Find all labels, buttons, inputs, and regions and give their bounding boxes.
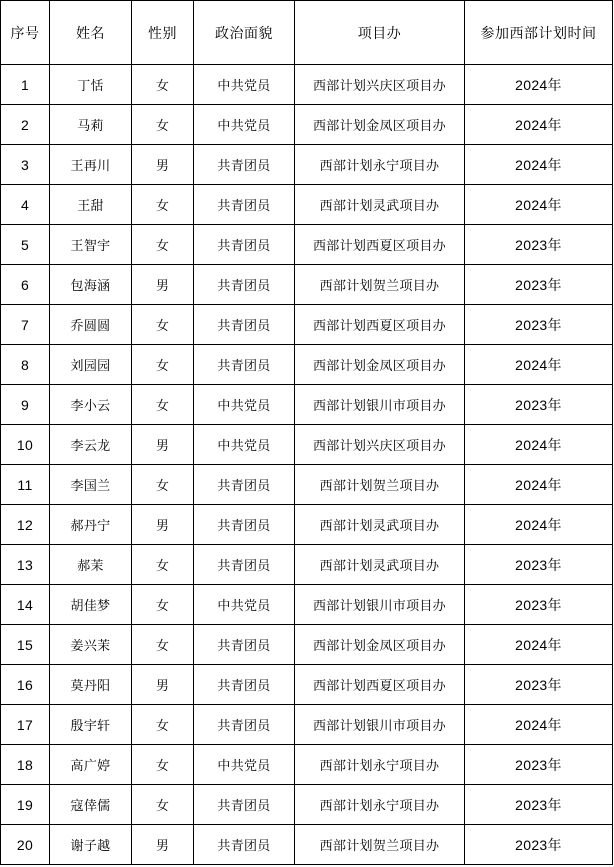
cell-serial-number: 12 [1,505,50,545]
cell-political-status: 共青团员 [194,185,295,225]
cell-join-year: 2023年 [465,305,613,345]
cell-gender: 女 [132,545,194,585]
cell-name: 乔圆圆 [50,305,132,345]
cell-project-office: 西部计划灵武项目办 [295,185,465,225]
cell-name: 郝丹宁 [50,505,132,545]
cell-serial-number: 9 [1,385,50,425]
cell-project-office: 西部计划金凤区项目办 [295,345,465,385]
cell-political-status: 共青团员 [194,785,295,825]
cell-name: 李云龙 [50,425,132,465]
cell-join-year: 2024年 [465,705,613,745]
cell-political-status: 中共党员 [194,745,295,785]
cell-gender: 男 [132,425,194,465]
cell-gender: 女 [132,385,194,425]
cell-serial-number: 4 [1,185,50,225]
table-row [1,105,613,145]
header-gender: 性别 [132,1,194,65]
cell-join-year: 2023年 [465,665,613,705]
table-row [1,785,613,825]
cell-gender: 女 [132,465,194,505]
cell-project-office: 西部计划灵武项目办 [295,545,465,585]
table-row [1,65,613,105]
cell-name: 李小云 [50,385,132,425]
table-row [1,545,613,585]
cell-gender: 女 [132,745,194,785]
cell-join-year: 2024年 [465,625,613,665]
cell-project-office: 西部计划贺兰项目办 [295,265,465,305]
cell-political-status: 中共党员 [194,385,295,425]
cell-serial-number: 18 [1,745,50,785]
cell-gender: 男 [132,265,194,305]
cell-join-year: 2023年 [465,265,613,305]
cell-gender: 男 [132,665,194,705]
cell-serial-number: 5 [1,225,50,265]
header-join-year: 参加西部计划时间 [465,1,613,65]
cell-political-status: 共青团员 [194,145,295,185]
header-political-status: 政治面貌 [194,1,295,65]
cell-political-status: 共青团员 [194,625,295,665]
table-row [1,145,613,185]
cell-political-status: 中共党员 [194,425,295,465]
cell-gender: 女 [132,625,194,665]
cell-project-office: 西部计划兴庆区项目办 [295,65,465,105]
cell-gender: 女 [132,585,194,625]
table-row [1,665,613,705]
cell-gender: 男 [132,145,194,185]
cell-political-status: 共青团员 [194,705,295,745]
table-row [1,305,613,345]
cell-project-office: 西部计划金凤区项目办 [295,625,465,665]
table-row [1,745,613,785]
cell-political-status: 中共党员 [194,585,295,625]
cell-name: 殷宇轩 [50,705,132,745]
table-row [1,225,613,265]
cell-gender: 女 [132,105,194,145]
cell-join-year: 2024年 [465,465,613,505]
cell-name: 李国兰 [50,465,132,505]
header-project-office: 项目办 [295,1,465,65]
cell-project-office: 西部计划灵武项目办 [295,505,465,545]
cell-serial-number: 13 [1,545,50,585]
cell-join-year: 2024年 [465,105,613,145]
cell-join-year: 2024年 [465,505,613,545]
cell-serial-number: 2 [1,105,50,145]
cell-name: 莫丹阳 [50,665,132,705]
cell-serial-number: 14 [1,585,50,625]
cell-gender: 男 [132,825,194,865]
cell-serial-number: 20 [1,825,50,865]
cell-project-office: 西部计划西夏区项目办 [295,665,465,705]
cell-political-status: 共青团员 [194,265,295,305]
cell-join-year: 2023年 [465,545,613,585]
header-serial-number: 序号 [1,1,50,65]
cell-name: 王智宇 [50,225,132,265]
cell-project-office: 西部计划银川市项目办 [295,385,465,425]
cell-name: 王甜 [50,185,132,225]
cell-political-status: 共青团员 [194,545,295,585]
cell-serial-number: 3 [1,145,50,185]
cell-political-status: 共青团员 [194,465,295,505]
cell-project-office: 西部计划贺兰项目办 [295,825,465,865]
cell-serial-number: 10 [1,425,50,465]
cell-project-office: 西部计划银川市项目办 [295,585,465,625]
cell-project-office: 西部计划金凤区项目办 [295,105,465,145]
cell-serial-number: 7 [1,305,50,345]
table-row [1,825,613,865]
header-row [1,1,613,65]
cell-political-status: 共青团员 [194,305,295,345]
cell-join-year: 2023年 [465,785,613,825]
table-row [1,185,613,225]
cell-serial-number: 1 [1,65,50,105]
cell-serial-number: 16 [1,665,50,705]
header-name: 姓名 [50,1,132,65]
cell-project-office: 西部计划西夏区项目办 [295,225,465,265]
cell-project-office: 西部计划西夏区项目办 [295,305,465,345]
cell-join-year: 2024年 [465,425,613,465]
cell-gender: 女 [132,785,194,825]
cell-political-status: 共青团员 [194,345,295,385]
cell-name: 刘园园 [50,345,132,385]
cell-political-status: 共青团员 [194,225,295,265]
cell-project-office: 西部计划永宁项目办 [295,145,465,185]
table-header [1,1,613,65]
cell-gender: 男 [132,505,194,545]
cell-serial-number: 19 [1,785,50,825]
table-row [1,345,613,385]
cell-project-office: 西部计划永宁项目办 [295,745,465,785]
cell-serial-number: 8 [1,345,50,385]
cell-join-year: 2023年 [465,745,613,785]
table-row [1,385,613,425]
cell-serial-number: 17 [1,705,50,745]
table-row [1,465,613,505]
cell-political-status: 中共党员 [194,65,295,105]
table-row [1,625,613,665]
cell-gender: 女 [132,345,194,385]
table-row [1,705,613,745]
table-row [1,265,613,305]
cell-serial-number: 11 [1,465,50,505]
cell-project-office: 西部计划兴庆区项目办 [295,425,465,465]
cell-political-status: 共青团员 [194,665,295,705]
cell-join-year: 2023年 [465,825,613,865]
cell-project-office: 西部计划贺兰项目办 [295,465,465,505]
cell-gender: 女 [132,305,194,345]
cell-project-office: 西部计划永宁项目办 [295,785,465,825]
table-row [1,425,613,465]
cell-project-office: 西部计划银川市项目办 [295,705,465,745]
cell-political-status: 共青团员 [194,825,295,865]
cell-name: 谢子越 [50,825,132,865]
cell-political-status: 共青团员 [194,505,295,545]
cell-join-year: 2024年 [465,345,613,385]
cell-name: 马莉 [50,105,132,145]
cell-name: 郝茉 [50,545,132,585]
table-body [1,65,613,865]
cell-serial-number: 15 [1,625,50,665]
cell-gender: 女 [132,65,194,105]
cell-name: 丁恬 [50,65,132,105]
cell-name: 寇倖儒 [50,785,132,825]
cell-name: 胡佳梦 [50,585,132,625]
cell-join-year: 2024年 [465,185,613,225]
cell-political-status: 中共党员 [194,105,295,145]
cell-gender: 女 [132,185,194,225]
cell-join-year: 2023年 [465,585,613,625]
cell-serial-number: 6 [1,265,50,305]
cell-join-year: 2024年 [465,65,613,105]
cell-join-year: 2023年 [465,385,613,425]
cell-gender: 女 [132,225,194,265]
table-row [1,585,613,625]
cell-name: 包海涵 [50,265,132,305]
cell-name: 高广婷 [50,745,132,785]
cell-join-year: 2024年 [465,145,613,185]
table-row [1,505,613,545]
cell-name: 王再川 [50,145,132,185]
cell-gender: 女 [132,705,194,745]
cell-join-year: 2023年 [465,225,613,265]
cell-name: 姜兴茉 [50,625,132,665]
